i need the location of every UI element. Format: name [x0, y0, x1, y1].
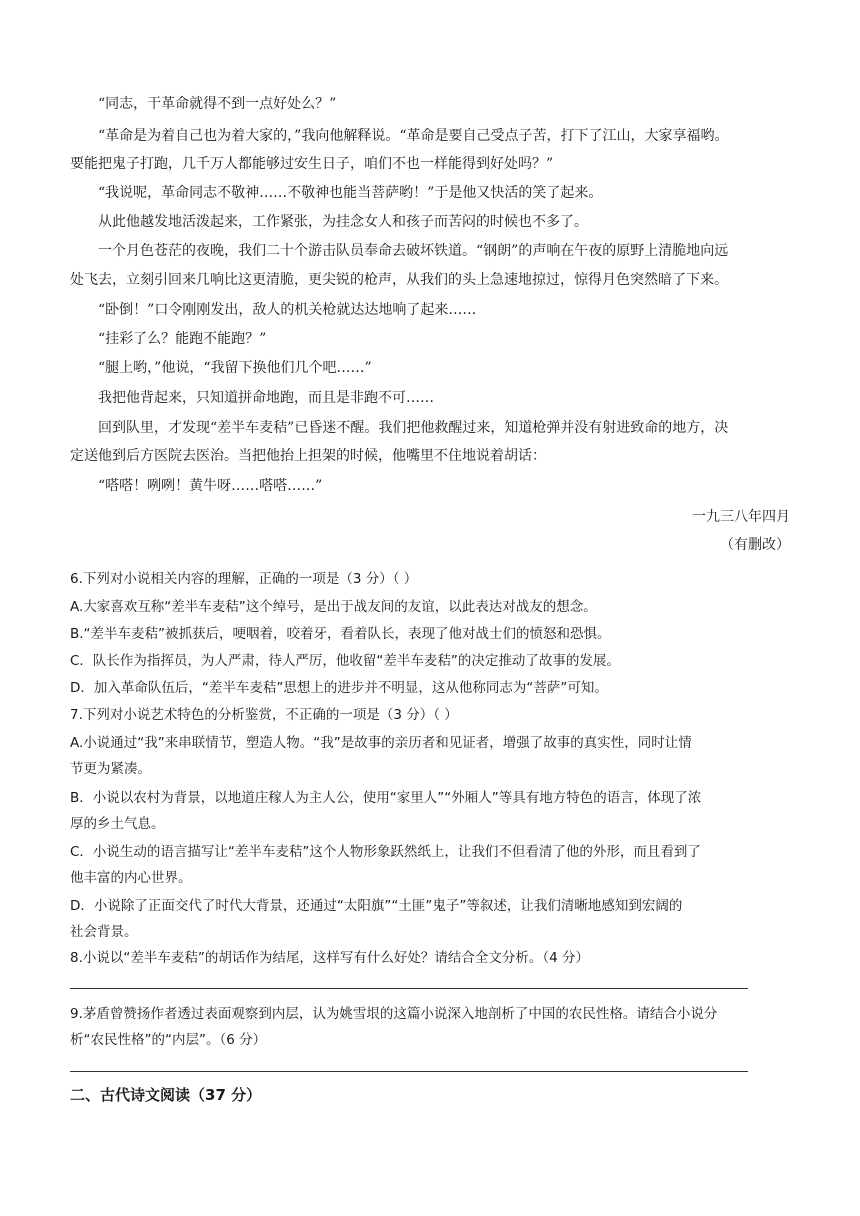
question-7-stem: 7.下列对小说艺术特色的分析鉴赏，不正确的一项是（3 分）（ ）	[70, 707, 458, 723]
question-7-option-c-cont: 他丰富的内心世界。	[70, 870, 192, 886]
story-line: “嗒嗒！咧咧！黄牛呀……嗒嗒……”	[98, 478, 323, 494]
story-line: 回到队里，才发现“差半车麦秸”已昏迷不醒。我们把他救醒过来，知道枪弹并没有射进致命的地方，决	[98, 420, 729, 436]
story-line: “同志，干革命就得不到一点好处么？”	[98, 96, 337, 112]
question-9-stem-cont: 析“农民性格”的“内层”。（6 分）	[70, 1032, 267, 1048]
question-7-option-a-cont: 节更为紧凑。	[70, 761, 151, 777]
answer-line	[70, 988, 748, 989]
question-7-option-b: B．小说以农村为背景，以地道庄稼人为主人公，使用“家里人”“外厢人”等具有地方特色的语言，体现了浓	[70, 790, 702, 806]
question-6-option-d: D．加入革命队伍后，“差半车麦秸”思想上的进步并不明显，这从他称同志为“菩萨”可知。	[70, 680, 608, 696]
question-6-option-a: A.大家喜欢互称“差半车麦秸”这个绰号，是出于战友间的友谊，以此表达对战友的想念。	[70, 599, 597, 615]
story-line: 要能把鬼子打跑，几千万人都能够过安生日子，咱们不也一样能得到好处吗？”	[70, 156, 554, 172]
answer-line	[70, 1071, 748, 1072]
story-note: （有删改）	[720, 537, 790, 553]
question-6-option-b: B.“差半车麦秸”被抓获后，哽咽着，咬着牙，看着队长，表现了他对战士们的愤怒和恐惧。	[70, 626, 611, 642]
question-7-option-a: A.小说通过“我”来串联情节，塑造人物。“我”是故事的亲历者和见证者，增强了故事的真实性，同时让情	[70, 735, 692, 751]
story-line: “腿上哟，”他说，“我留下换他们几个吧……”	[98, 360, 372, 376]
story-line: 从此他越发地活泼起来，工作紧张，为挂念女人和孩子而苦闷的时候也不多了。	[98, 214, 588, 230]
question-6-stem: 6.下列对小说相关内容的理解，正确的一项是（3 分）（ ）	[70, 571, 418, 587]
question-7-option-d-cont: 社会背景。	[70, 924, 138, 940]
story-line: 定送他到后方医院去医治。当把他抬上担架的时候，他嘴里不住地说着胡话：	[70, 448, 546, 464]
story-line: 处飞去，立刻引回来几响比这更清脆，更尖锐的枪声，从我们的头上急速地掠过，惊得月色突然暗了下来。	[70, 272, 728, 288]
question-8-stem: 8.小说以“差半车麦秸”的胡话作为结尾，这样写有什么好处？请结合全文分析。（4 分）	[70, 950, 589, 966]
story-line: “我说呢，革命同志不敬神……不敬神也能当菩萨哟！”于是他又快活的笑了起来。	[98, 185, 603, 201]
question-6-option-c: C．队长作为指挥员，为人严肃，待人严厉，他收留“差半车麦秸”的决定推动了故事的发展。	[70, 653, 620, 669]
story-line: 一个月色苍茫的夜晚，我们二十个游击队员奉命去破坏铁道。“钢朗”的声响在午夜的原野上清脆地向远	[98, 243, 729, 259]
section-heading: 二、古代诗文阅读（37 分）	[70, 1086, 262, 1104]
question-7-option-d: D．小说除了正面交代了时代大背景，还通过“太阳旗”“土匪”鬼子”等叙述，让我们清晰地感知到宏阔的	[70, 898, 683, 914]
question-9-stem: 9.茅盾曾赞扬作者透过表面观察到内层，认为姚雪垠的这篇小说深入地剖析了中国的农民性格。请结合小说分	[70, 1006, 718, 1022]
question-7-option-c: C．小说生动的语言描写让“差半车麦秸”这个人物形象跃然纸上，让我们不但看清了他的外形，而且看到了	[70, 844, 701, 860]
story-date: 一九三八年四月	[692, 509, 790, 525]
story-line: 我把他背起来，只知道拼命地跑，而且是非跑不可……	[98, 390, 434, 406]
story-line: “卧倒！”口令刚刚发出，敌人的机关枪就达达地响了起来……	[98, 302, 477, 318]
story-line: “挂彩了么？能跑不能跑？”	[98, 331, 267, 347]
story-line: “革命是为着自己也为着大家的，”我向他解释说。“革命是要自己受点子苦，打下了江山，大家享福哟。	[98, 128, 729, 144]
question-7-option-b-cont: 厚的乡土气息。	[70, 816, 165, 832]
